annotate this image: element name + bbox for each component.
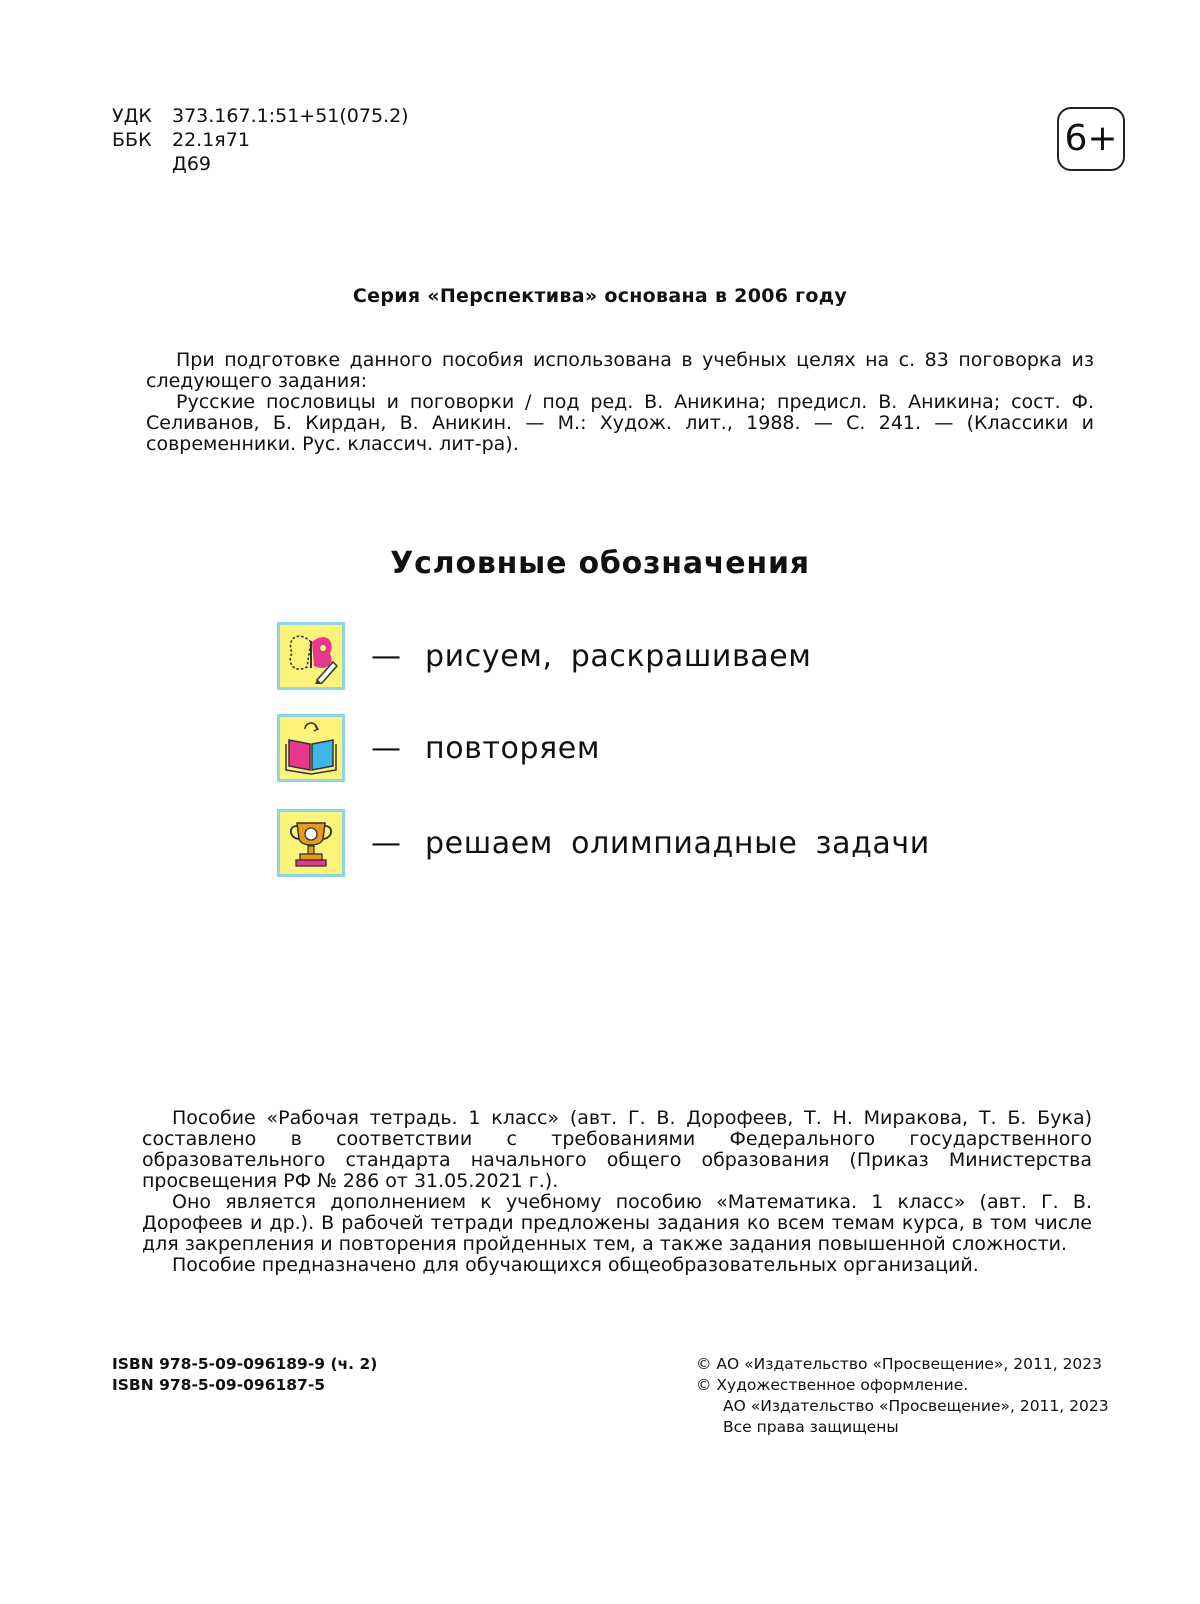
classification-codes (112, 104, 409, 176)
open-book-icon (277, 714, 345, 782)
butterfly-pencil-icon (277, 622, 345, 690)
copyright-line: © Художественное оформление. (696, 1376, 969, 1394)
bbk-label: ББК (112, 129, 152, 151)
description-paragraph-2: Оно является дополнением к учебному пособию «Математика. 1 класс» (авт. Г. В. Дорофеев и др.). В рабочей тетради предложены задания ко всем темам курса, в том числе для закрепления и повторения пройденных тем, а также задания повышенной сложности. (142, 1191, 1092, 1255)
legend-item-drawing (277, 622, 812, 690)
legend-label-drawing: рисуем, раскрашиваем (425, 638, 812, 674)
legend-dash: — (371, 638, 401, 674)
legend-item-review (277, 714, 600, 782)
udk-label: УДК (112, 105, 152, 127)
source-note-intro: При подготовке данного пособия использована в учебных целях на с. 83 поговорка из следующего задания: (146, 349, 1094, 392)
legend-title: Условные обозначения (390, 546, 810, 581)
copyright-line: АО «Издательство «Просвещение», 2011, 2023 (723, 1397, 1109, 1415)
description-paragraph-3: Пособие предназначено для обучающихся общеобразовательных организаций. (172, 1254, 979, 1276)
udk-value: 373.167.1:51+51(075.2) (172, 105, 409, 127)
udk-row (112, 104, 409, 128)
book-description (142, 1108, 1092, 1276)
legend-label-olympiad: решаем олимпиадные задачи (425, 825, 930, 861)
description-paragraph-1: Пособие «Рабочая тетрадь. 1 класс» (авт. Г. В. Дорофеев, Т. Н. Миракова, Т. Б. Бука) составлено в соответствии с требованиями Федерального государственного образовательного стандарта начального общего образования (Приказ Министерства просвещения РФ № 286 от 31.05.2021 г.). (142, 1107, 1092, 1192)
author-mark-row (112, 152, 409, 176)
legend-item-olympiad (277, 809, 930, 877)
trophy-icon (277, 809, 345, 877)
legend-label-review: повторяем (425, 730, 601, 766)
copyright-block (696, 1354, 1109, 1438)
author-mark: Д69 (172, 153, 212, 175)
bbk-value: 22.1я71 (172, 129, 250, 151)
source-note (146, 350, 1094, 455)
rights-reserved: Все права защищены (723, 1418, 899, 1436)
bbk-row (112, 128, 409, 152)
source-note-reference: Русские пословицы и поговорки / под ред. В. Аникина; предисл. В. Аникина; сост. Ф. Селиванов, Б. Кирдан, В. Аникин. — М.: Худож. лит., 1988. — С. 241. — (Классики и современники. Рус. классич. лит-ра). (146, 391, 1094, 455)
legend-dash: — (371, 730, 401, 766)
isbn-block (112, 1354, 377, 1396)
series-line: Серия «Перспектива» основана в 2006 году (352, 285, 848, 307)
isbn-line: ISBN 978-5-09-096189-9 (ч. 2) (112, 1355, 378, 1373)
isbn-line: ISBN 978-5-09-096187-5 (112, 1376, 326, 1394)
legend-dash: — (371, 825, 401, 861)
age-rating-badge: 6+ (1057, 107, 1125, 171)
copyright-line: © АО «Издательство «Просвещение», 2011, 2023 (696, 1355, 1103, 1373)
